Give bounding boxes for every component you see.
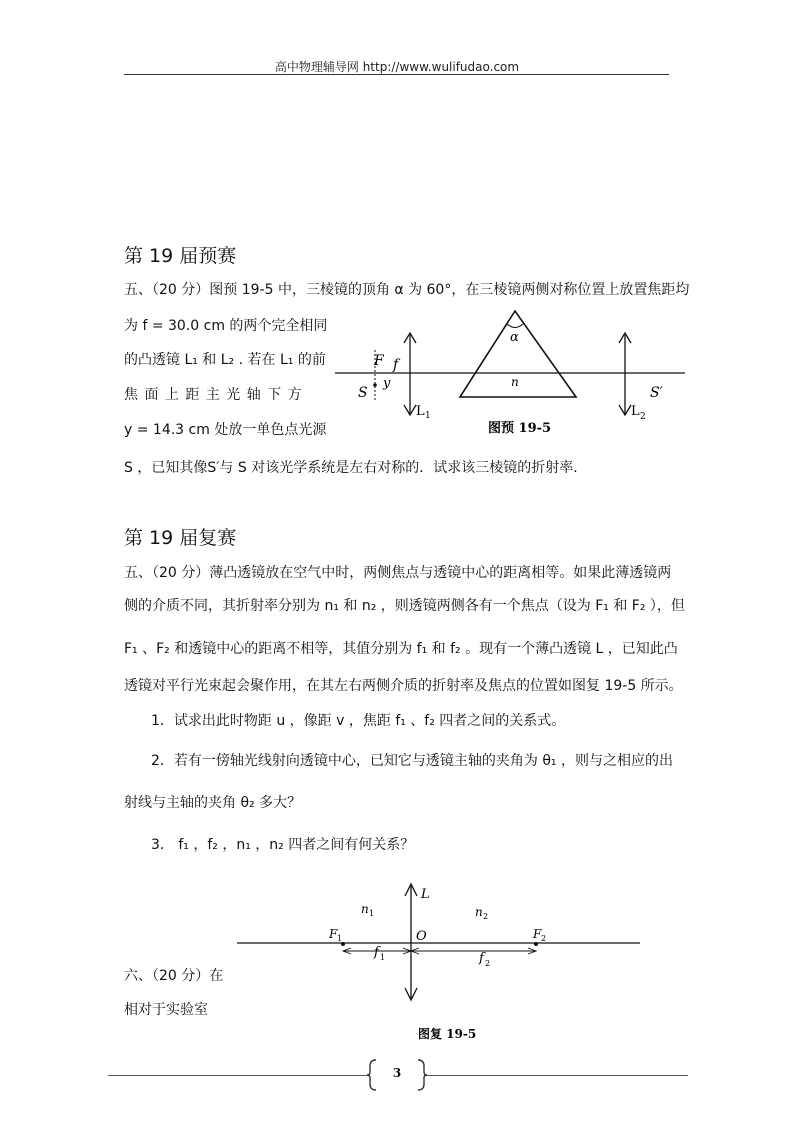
focal-point-F2	[534, 942, 538, 946]
label-L: L	[421, 887, 430, 902]
label-f: f	[393, 357, 399, 373]
label-y: y	[383, 376, 391, 391]
label-F1: F	[329, 927, 338, 941]
prelim-line-2: 为 f = 30.0 cm 的两个完全相同	[124, 318, 328, 334]
question-1: 1．试求出此时物距 u ，像距 v ，焦距 f₁ 、f₂ 四者之间的关系式。	[151, 713, 566, 729]
label-F1-sub: 1	[337, 934, 343, 943]
label-n2-sub: 2	[483, 912, 489, 921]
final-line-4: 透镜对平行光束起会聚作用，在其左右两侧介质的折射率及焦点的位置如图复 19-5 所示。	[124, 678, 683, 694]
footer-rule-right	[426, 1075, 688, 1076]
sec6-line-1: 六、（20 分）在	[124, 968, 224, 984]
caption-final: 图复 19-5	[418, 1027, 477, 1041]
header-rule	[124, 74, 669, 75]
question-3: 3． f₁ ，f₂ ，n₁ ，n₂ 四者之间有何关系？	[151, 837, 415, 853]
sec6-line-2: 相对于实验室	[124, 1002, 208, 1018]
point-source-s	[373, 383, 377, 387]
label-F: F	[374, 353, 384, 369]
label-f1: f	[374, 945, 379, 960]
label-L1-sub: 1	[425, 411, 431, 421]
prelim-line-5: y = 14.3 cm 处放一单色点光源	[124, 422, 327, 438]
page-header: 高中物理辅导网 http://www.wulifudao.com	[274, 60, 520, 74]
prelim-line-1: 五、（20 分）图预 19-5 中，三棱镜的顶角 α 为 60°，在三棱镜两侧对称位置上放置焦距均	[124, 282, 690, 298]
label-L2: L	[631, 404, 640, 419]
figure-prism-lenses	[330, 305, 690, 440]
page-number: 3	[392, 1066, 402, 1080]
label-n: n	[511, 375, 519, 389]
label-O: O	[416, 929, 427, 944]
label-F2: F	[533, 927, 542, 941]
prelim-line-3: 的凸透镜 L₁ 和 L₂ . 若在 L₁ 的前	[124, 352, 326, 368]
label-L1: L	[416, 404, 425, 419]
prelim-line-4: 焦 面 上 距 主 光 轴 下 方	[124, 387, 303, 403]
final-line-1: 五、（20 分）薄凸透镜放在空气中时，两侧焦点与透镜中心的距离相等。如果此薄透镜两	[124, 565, 672, 581]
final-line-3: F₁ 、F₂ 和透镜中心的距离不相等，其值分别为 f₁ 和 f₂ 。现有一个薄凸透镜 L ，已知此凸	[124, 641, 678, 657]
prelim-line-6: S ，已知其像S′与 S 对该光学系统是左右对称的．试求该三棱镜的折射率．	[124, 460, 588, 476]
label-n1: n	[361, 902, 369, 916]
label-S: S	[358, 385, 368, 401]
section-title-prelim: 第 19 届预赛	[124, 245, 237, 267]
label-f1-sub: 1	[380, 953, 386, 962]
label-alpha: α	[510, 330, 519, 345]
label-F2-sub: 2	[541, 934, 547, 943]
label-Sprime: S′	[650, 385, 663, 401]
footer-rule-left	[108, 1075, 370, 1076]
label-n2: n	[475, 905, 483, 919]
section-title-final: 第 19 届复赛	[124, 527, 237, 549]
question-2: 2．若有一傍轴光线射向透镜中心，已知它与透镜主轴的夹角为 θ₁ ，则与之相应的出	[151, 753, 673, 769]
figure-thin-lens	[235, 878, 645, 1048]
caption-prelim: 图预 19-5	[488, 421, 552, 436]
label-f2-sub: 2	[485, 959, 491, 968]
label-n1-sub: 1	[369, 909, 375, 918]
question-2-cont: 射线与主轴的夹角 θ₂ 多大？	[124, 795, 302, 811]
label-f2: f	[479, 951, 484, 966]
final-line-2: 侧的介质不同，其折射率分别为 n₁ 和 n₂ ，则透镜两侧各有一个焦点（设为 F₁ 和 F₂ ），但	[124, 598, 685, 614]
label-L2-sub: 2	[640, 412, 646, 422]
